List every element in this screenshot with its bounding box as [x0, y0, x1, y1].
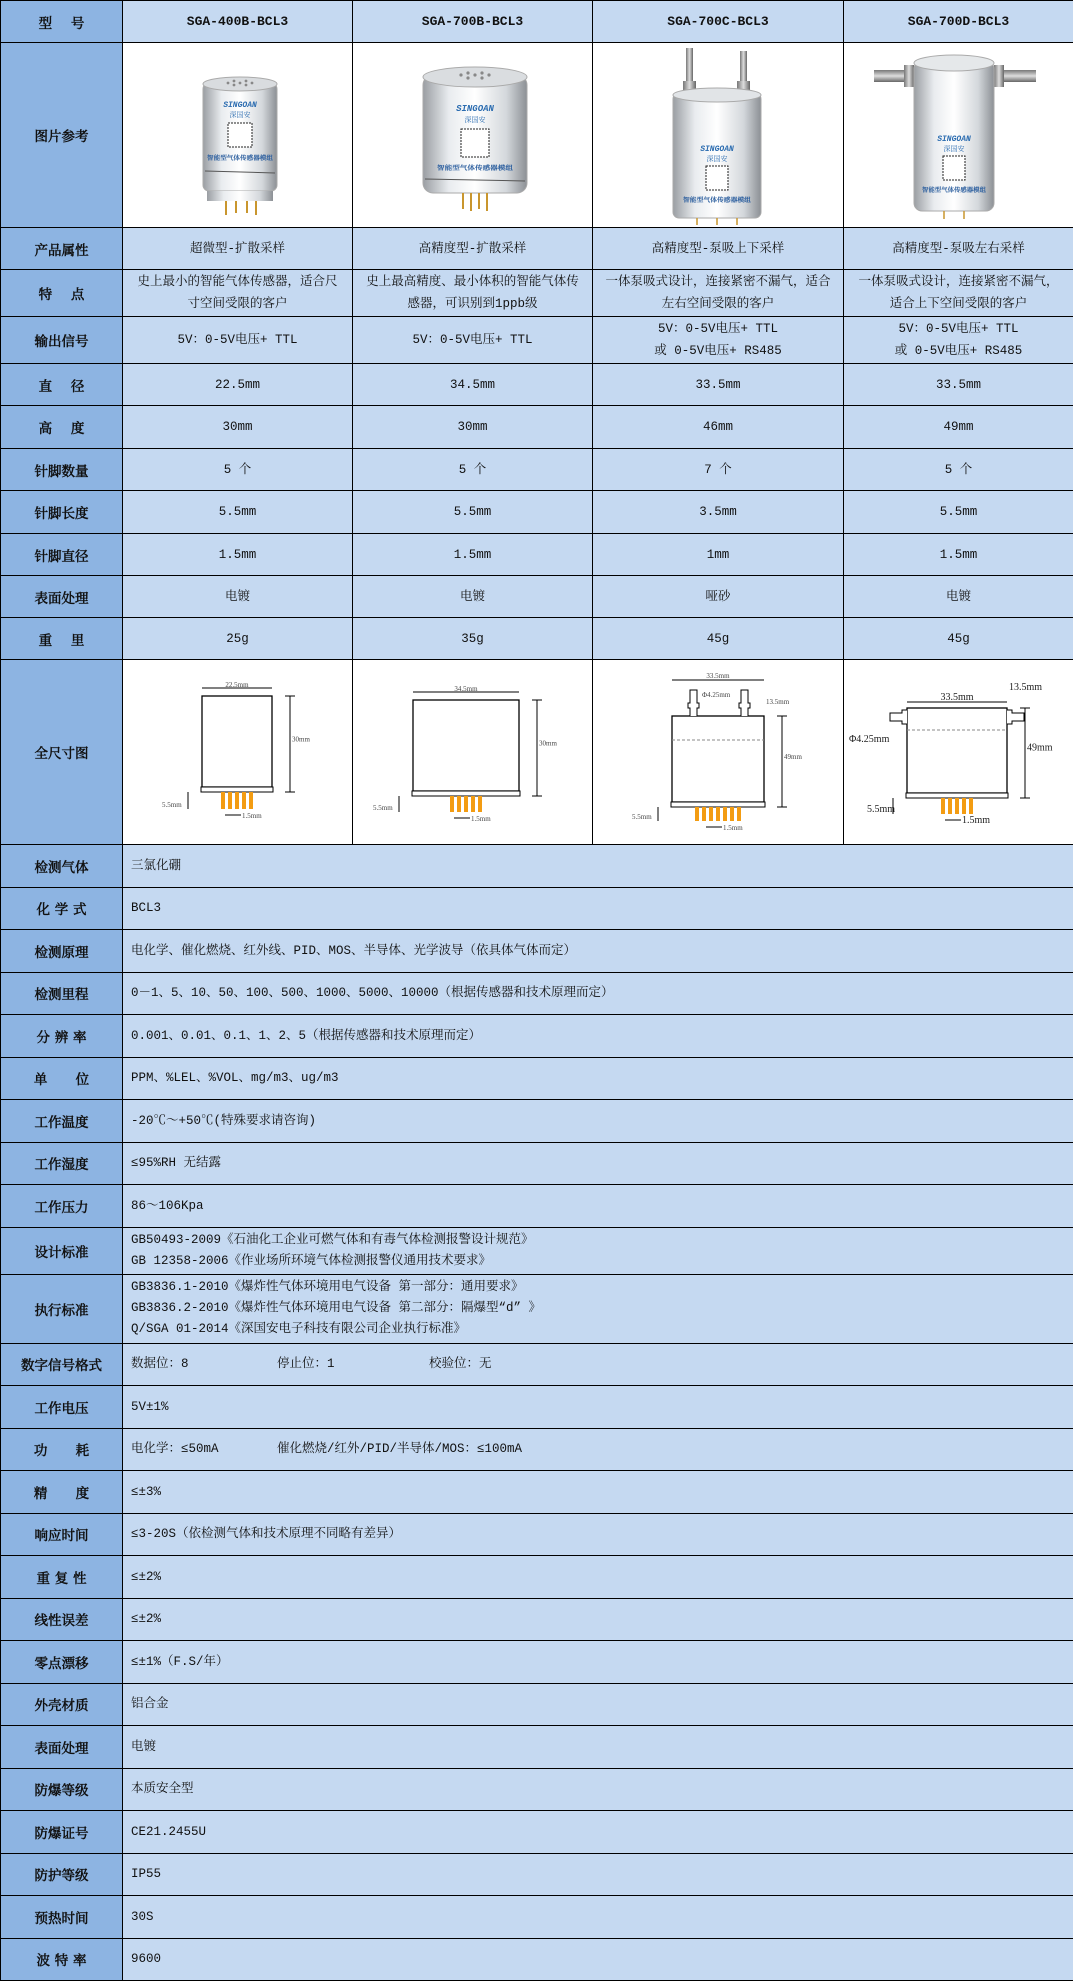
row-label: 数字信号格式 — [1, 1343, 123, 1386]
row-value: 电镀 — [844, 576, 1073, 618]
product-row — [1, 364, 1073, 406]
row-label: 防爆证号 — [1, 1811, 123, 1854]
width-label: 22.5mm — [225, 681, 249, 689]
row-label: 检测气体 — [1, 845, 123, 888]
sensor-body-outline — [907, 708, 1007, 793]
row-label: 精 度 — [1, 1471, 123, 1514]
spec-row — [1, 1015, 1073, 1058]
row-value: 哑砂 — [593, 576, 844, 618]
pin — [450, 796, 454, 812]
brand-logo-cn: 深国安 — [707, 154, 728, 163]
row-value — [123, 1343, 1073, 1386]
tube-height-label: 13.5mm — [766, 698, 790, 706]
pin — [941, 798, 945, 814]
product-photo-700c — [593, 43, 844, 228]
pin-length-label: 5.5mm — [162, 801, 182, 809]
row-value: 高精度型-泵吸上下采样 — [593, 228, 844, 270]
row-label: 零点漂移 — [1, 1641, 123, 1684]
row-value: 33.5mm — [844, 364, 1073, 406]
product-row — [1, 534, 1073, 576]
spec-row — [1, 1185, 1073, 1228]
row-label: 针脚直径 — [1, 534, 123, 576]
spec-row — [1, 1227, 1073, 1274]
standard-line: GB3836.1-2010《爆炸性气体环境用电气设备 第一部分：通用要求》 — [131, 1277, 1073, 1298]
brand-logo-cn: 深国安 — [944, 144, 965, 153]
spec-row — [1, 1142, 1073, 1185]
row-value: 5.5mm — [844, 491, 1073, 534]
product-row — [1, 406, 1073, 449]
row-value: 35g — [353, 618, 593, 660]
row-label: 预热时间 — [1, 1896, 123, 1939]
pin — [962, 798, 966, 814]
row-label: 化 学 式 — [1, 887, 123, 930]
value-part: 停止位：1 — [277, 1353, 429, 1375]
row-label: 单 位 — [1, 1057, 123, 1100]
row-value: 铝合金 — [123, 1683, 1073, 1726]
pin — [249, 792, 253, 809]
spec-row — [1, 1683, 1073, 1726]
model-name: SGA-700C-BCL3 — [593, 1, 844, 43]
pin — [737, 807, 741, 821]
sensor-base-outline — [671, 802, 765, 807]
row-label: 特 点 — [1, 270, 123, 317]
row-label: 输出信号 — [1, 317, 123, 364]
row-value: 0.001、0.01、0.1、1、2、5（根据传感器和技术原理而定） — [123, 1015, 1073, 1058]
height-label: 30mm — [292, 736, 310, 744]
row-value — [123, 1274, 1073, 1343]
row-value: -20℃～+50℃(特殊要求请咨询) — [123, 1100, 1073, 1143]
spec-row — [1, 1513, 1073, 1556]
row-label: 表面处理 — [1, 576, 123, 618]
pin-diameter-label: 1.5mm — [962, 815, 990, 826]
row-value: 25g — [123, 618, 353, 660]
pin — [955, 798, 959, 814]
product-photo-400b — [123, 43, 353, 228]
value-part: 校验位：无 — [429, 1353, 492, 1375]
row-value: 49mm — [844, 406, 1073, 449]
dimension-drawing — [123, 660, 353, 845]
sensor-base-outline — [906, 793, 1008, 798]
row-value: BCL3 — [123, 887, 1073, 930]
dimension-drawing — [844, 660, 1073, 845]
spec-row — [1, 845, 1073, 888]
standard-line: Q/SGA 01-2014《深国安电子科技有限公司企业执行标准》 — [131, 1319, 1073, 1340]
model-name: SGA-400B-BCL3 — [123, 1, 353, 43]
spec-row — [1, 972, 1073, 1015]
row-value: 1mm — [593, 534, 844, 576]
product-row — [1, 228, 1073, 270]
sensor-body-outline — [672, 716, 764, 802]
row-value: ≤95%RH 无结露 — [123, 1142, 1073, 1185]
row-value: 3.5mm — [593, 491, 844, 534]
row-label: 执行标准 — [1, 1274, 123, 1343]
row-label: 工作温度 — [1, 1100, 123, 1143]
pin — [464, 796, 468, 812]
row-label: 设计标准 — [1, 1227, 123, 1274]
row-value: 本质安全型 — [123, 1768, 1073, 1811]
row-label: 检测里程 — [1, 972, 123, 1015]
spec-row — [1, 1057, 1073, 1100]
pin — [723, 807, 727, 821]
spec-row — [1, 1428, 1073, 1471]
dimension-row — [1, 660, 1073, 845]
inlet-tube — [688, 690, 699, 716]
product-photo-700b — [353, 43, 593, 228]
row-label: 型 号 — [1, 1, 123, 43]
brand-logo: SINGOAN — [223, 101, 257, 110]
pin — [969, 798, 973, 814]
product-caption: 智能型气体传感器模组 — [922, 186, 986, 194]
spec-row — [1, 1811, 1073, 1854]
spec-row — [1, 1343, 1073, 1386]
row-value: 1.5mm — [123, 534, 353, 576]
product-row — [1, 449, 1073, 491]
pin — [221, 792, 225, 809]
value-part: 数据位：8 — [131, 1353, 277, 1375]
row-value: CE21.2455U — [123, 1811, 1073, 1854]
row-value: 5V：0-5V电压+ TTL 或 0-5V电压+ RS485 — [593, 317, 844, 364]
value-part: 催化燃烧/红外/PID/半导体/MOS：≤100mA — [277, 1438, 522, 1460]
spec-row — [1, 1896, 1073, 1939]
row-value: 5V±1% — [123, 1386, 1073, 1429]
pin — [702, 807, 706, 821]
product-row — [1, 576, 1073, 618]
row-value: 45g — [844, 618, 1073, 660]
pin-length-label: 5.5mm — [632, 813, 652, 821]
spec-row — [1, 930, 1073, 973]
row-value: 5V：0-5V电压+ TTL — [123, 317, 353, 364]
row-label: 直 径 — [1, 364, 123, 406]
spec-row — [1, 1556, 1073, 1599]
spec-row — [1, 1274, 1073, 1343]
model-name: SGA-700B-BCL3 — [353, 1, 593, 43]
standard-line: GB 12358-2006《作业场所环境气体检测报警仪通用技术要求》 — [131, 1251, 1073, 1272]
sensor-base-outline — [201, 787, 273, 792]
row-value: ≤±2% — [123, 1556, 1073, 1599]
tube-diameter-label: Φ4.25mm — [702, 691, 731, 699]
pin — [695, 807, 699, 821]
spec-row — [1, 1853, 1073, 1896]
row-value: 34.5mm — [353, 364, 593, 406]
model-header-row — [1, 1, 1073, 43]
row-label: 图片参考 — [1, 43, 123, 228]
tube-length-label: 13.5mm — [1009, 682, 1042, 693]
pin-length-label: 5.5mm — [867, 804, 895, 815]
pin — [716, 807, 720, 821]
row-value: 5 个 — [353, 449, 593, 491]
row-value: 5.5mm — [353, 491, 593, 534]
tube-diameter-label: Φ4.25mm — [849, 734, 890, 745]
spec-row — [1, 1598, 1073, 1641]
pin-diameter-label: 1.5mm — [723, 824, 743, 832]
row-label: 重 里 — [1, 618, 123, 660]
sensor-body-outline — [202, 696, 272, 787]
row-value: 5.5mm — [123, 491, 353, 534]
row-label: 重 复 性 — [1, 1556, 123, 1599]
standard-line: GB3836.2-2010《爆炸性气体环境用电气设备 第二部分：隔爆型“d” 》 — [131, 1298, 1073, 1319]
row-value: 22.5mm — [123, 364, 353, 406]
row-value: 7 个 — [593, 449, 844, 491]
row-value: 0－1、5、10、50、100、500、1000、5000、10000（根据传感器和技术原理而定） — [123, 972, 1073, 1015]
spec-row — [1, 1386, 1073, 1429]
product-caption: 智能型气体传感器模组 — [683, 196, 751, 204]
brand-logo-cn: 深国安 — [230, 110, 251, 119]
row-label: 功 耗 — [1, 1428, 123, 1471]
dimension-drawing — [353, 660, 593, 845]
row-label: 产品属性 — [1, 228, 123, 270]
row-value: ≤±3% — [123, 1471, 1073, 1514]
row-value: 超微型-扩散采样 — [123, 228, 353, 270]
spec-row — [1, 1726, 1073, 1769]
row-value: 5V：0-5V电压+ TTL 或 0-5V电压+ RS485 — [844, 317, 1073, 364]
row-value: 1.5mm — [844, 534, 1073, 576]
brand-logo-cn: 深国安 — [465, 115, 486, 124]
row-label: 波 特 率 — [1, 1938, 123, 1981]
row-label: 外壳材质 — [1, 1683, 123, 1726]
row-value: ≤3-20S（依检测气体和技术原理不同略有差异） — [123, 1513, 1073, 1556]
row-label: 针脚长度 — [1, 491, 123, 534]
row-value: ≤±1%（F.S/年） — [123, 1641, 1073, 1684]
row-label: 工作湿度 — [1, 1142, 123, 1185]
row-value: 45g — [593, 618, 844, 660]
row-label: 高 度 — [1, 406, 123, 449]
pin — [235, 792, 239, 809]
pin — [457, 796, 461, 812]
row-value — [123, 1227, 1073, 1274]
row-value: 9600 — [123, 1938, 1073, 1981]
row-label: 线性误差 — [1, 1598, 123, 1641]
row-value: ≤±2% — [123, 1598, 1073, 1641]
row-value: 电镀 — [353, 576, 593, 618]
height-label: 49mm — [1027, 743, 1053, 754]
width-label: 33.5mm — [940, 692, 973, 703]
sensor-base-outline — [412, 791, 520, 796]
value-part: 电化学：≤50mA — [131, 1438, 277, 1460]
row-label: 响应时间 — [1, 1513, 123, 1556]
row-value: 电化学、催化燃烧、红外线、PID、MOS、半导体、光学波导（依具体气体而定） — [123, 930, 1073, 973]
row-value: 5V：0-5V电压+ TTL — [353, 317, 593, 364]
height-label: 49mm — [784, 753, 802, 761]
pin — [242, 792, 246, 809]
pin — [948, 798, 952, 814]
row-value: 30S — [123, 1896, 1073, 1939]
row-value: 史上最小的智能气体传感器，适合尺 寸空间受限的客户 — [123, 270, 353, 317]
row-label: 工作压力 — [1, 1185, 123, 1228]
product-row — [1, 618, 1073, 660]
row-value: 30mm — [353, 406, 593, 449]
row-value — [123, 1428, 1073, 1471]
spec-row — [1, 887, 1073, 930]
sensor-body-outline — [413, 700, 519, 791]
pin-length-label: 5.5mm — [373, 804, 393, 812]
row-value: 33.5mm — [593, 364, 844, 406]
row-value: 一体泵吸式设计，连接紧密不漏气， 适合上下空间受限的客户 — [844, 270, 1073, 317]
spec-row — [1, 1768, 1073, 1811]
right-tube — [1007, 710, 1024, 724]
row-value: 电镀 — [123, 576, 353, 618]
pin-diameter-label: 1.5mm — [242, 812, 262, 820]
pin — [730, 807, 734, 821]
row-value: 5 个 — [123, 449, 353, 491]
row-label: 全尺寸图 — [1, 660, 123, 845]
left-tube — [890, 710, 907, 724]
pin — [228, 792, 232, 809]
row-value: 86～106Kpa — [123, 1185, 1073, 1228]
row-label: 检测原理 — [1, 930, 123, 973]
row-value: 电镀 — [123, 1726, 1073, 1769]
row-value: PPM、%LEL、%VOL、mg/m3、ug/m3 — [123, 1057, 1073, 1100]
product-caption: 智能型气体传感器模组 — [437, 164, 513, 172]
row-value: 三氯化硼 — [123, 845, 1073, 888]
row-value: 高精度型-扩散采样 — [353, 228, 593, 270]
spec-row — [1, 1641, 1073, 1684]
row-value: 一体泵吸式设计，连接紧密不漏气，适合 左右空间受限的客户 — [593, 270, 844, 317]
row-value: 46mm — [593, 406, 844, 449]
image-row — [1, 43, 1073, 228]
row-label: 针脚数量 — [1, 449, 123, 491]
model-name: SGA-700D-BCL3 — [844, 1, 1073, 43]
row-label: 分 辨 率 — [1, 1015, 123, 1058]
row-value: 高精度型-泵吸左右采样 — [844, 228, 1073, 270]
spec-row — [1, 1471, 1073, 1514]
spec-row — [1, 1938, 1073, 1981]
row-label: 工作电压 — [1, 1386, 123, 1429]
product-row — [1, 491, 1073, 534]
brand-logo: SINGOAN — [937, 135, 971, 144]
product-row — [1, 317, 1073, 364]
width-label: 34.5mm — [454, 685, 478, 693]
row-value: 30mm — [123, 406, 353, 449]
row-label: 防爆等级 — [1, 1768, 123, 1811]
dimension-drawing — [593, 660, 844, 845]
spec-row — [1, 1100, 1073, 1143]
row-value: 5 个 — [844, 449, 1073, 491]
width-label: 33.5mm — [706, 672, 730, 680]
pin — [709, 807, 713, 821]
standard-line: GB50493-2009《石油化工企业可燃气体和有毒气体检测报警设计规范》 — [131, 1230, 1073, 1251]
brand-logo: SINGOAN — [700, 145, 734, 154]
product-photo-700d — [844, 43, 1073, 228]
brand-logo: SINGOAN — [456, 104, 494, 114]
row-value: 史上最高精度、最小体积的智能气体传 感器，可识别到1ppb级 — [353, 270, 593, 317]
row-value: 1.5mm — [353, 534, 593, 576]
row-value: IP55 — [123, 1853, 1073, 1896]
product-caption: 智能型气体传感器模组 — [207, 154, 273, 162]
product-row — [1, 270, 1073, 317]
pin — [471, 796, 475, 812]
row-label: 表面处理 — [1, 1726, 123, 1769]
row-label: 防护等级 — [1, 1853, 123, 1896]
height-label: 30mm — [539, 740, 557, 748]
outlet-tube — [739, 690, 750, 716]
pin-diameter-label: 1.5mm — [471, 815, 491, 823]
pin — [478, 796, 482, 812]
